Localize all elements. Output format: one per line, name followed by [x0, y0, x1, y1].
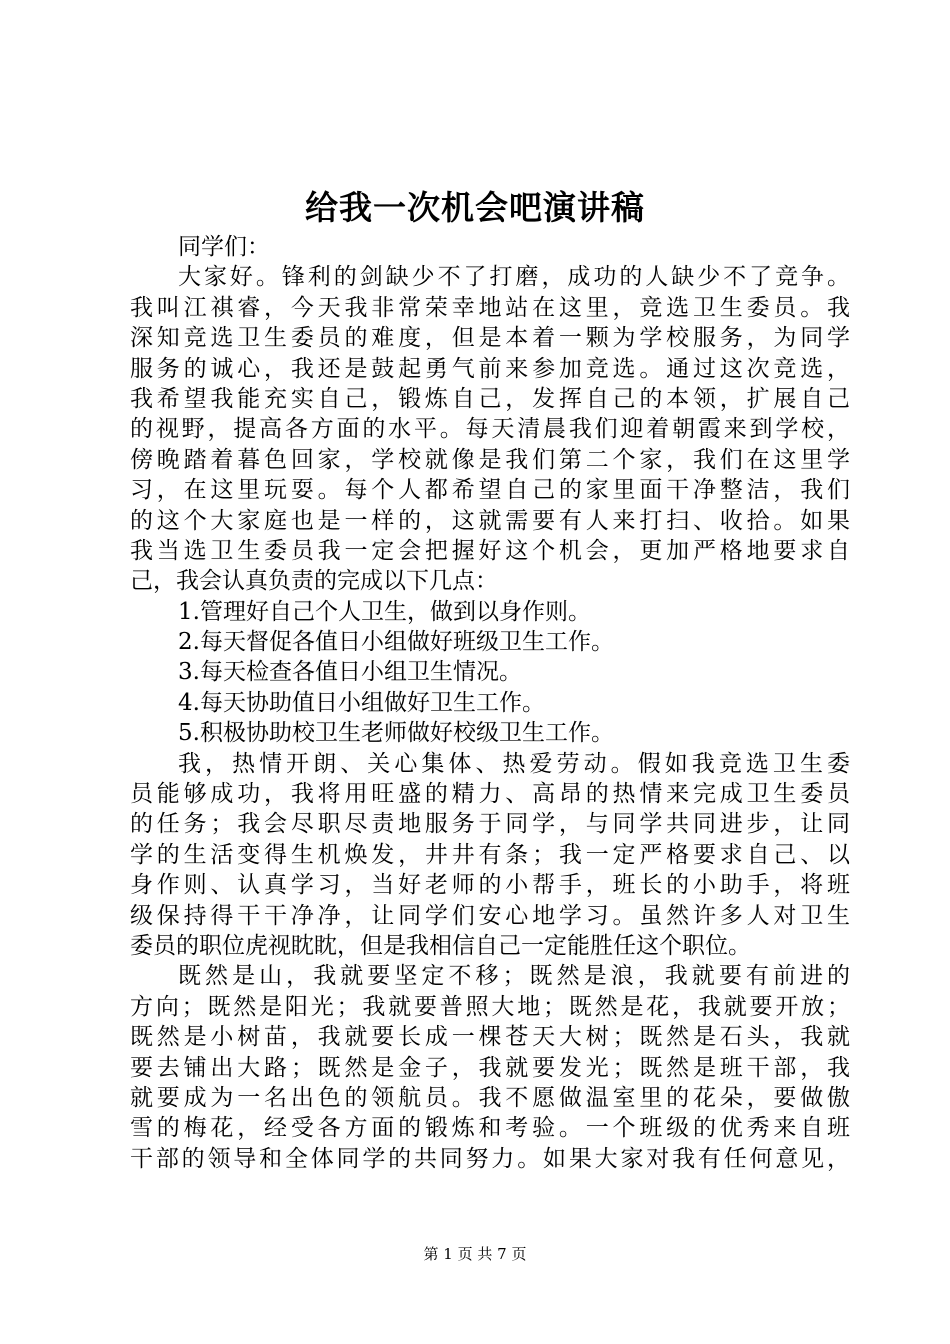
body-line: 傍晚踏着暮色回家，学校就像是我们第二个家，我们在这里学: [130, 446, 850, 473]
body-line: 同学们：: [178, 234, 270, 260]
body-line: 3.每天检查各值日小组卫生情况。: [178, 659, 522, 686]
body-line: 己，我会认真负责的完成以下几点：: [130, 568, 498, 595]
body-line: 级保持得干干净净，让同学们安心地学习。虽然许多人对卫生: [130, 902, 850, 929]
document-body: [130, 232, 850, 1174]
body-line: 就要成为一名出色的领航员。我不愿做温室里的花朵，要做傲: [130, 1084, 850, 1111]
body-line: 既然是小树苗，我就要长成一棵苍天大树；既然是石头，我就: [130, 1024, 850, 1051]
body-line: 方向；既然是阳光；我就要普照大地；既然是花，我就要开放；: [130, 993, 850, 1020]
body-line: 委员的职位虎视眈眈，但是我相信自己一定能胜任这个职位。: [130, 932, 751, 959]
body-line: 我叫江祺睿，今天我非常荣幸地站在这里，竞选卫生委员。我: [130, 294, 850, 321]
body-line: 干部的领导和全体同学的共同努力。如果大家对我有任何意见，: [130, 1145, 850, 1172]
body-line: 深知竞选卫生委员的难度，但是本着一颗为学校服务，为同学: [130, 325, 850, 352]
body-line: 既然是山，我就要坚定不移；既然是浪，我就要有前进的: [178, 963, 850, 990]
body-line: 学的生活变得生机焕发，井井有条；我一定严格要求自己、以: [130, 841, 850, 868]
body-line: 雪的梅花，经受各方面的锻炼和考验。一个班级的优秀来自班: [130, 1115, 850, 1142]
body-line: 的任务；我会尽职尽责地服务于同学，与同学共同进步，让同: [130, 811, 850, 838]
body-line: 员能够成功，我将用旺盛的精力、高昂的热情来完成卫生委员: [130, 781, 850, 808]
body-line: 5.积极协助校卫生老师做好校级卫生工作。: [178, 720, 614, 747]
document-title: 给我一次机会吧演讲稿: [305, 188, 645, 227]
body-line: 的视野，提高各方面的水平。每天清晨我们迎着朝霞来到学校，: [130, 416, 850, 443]
body-line: 我当选卫生委员我一定会把握好这个机会，更加严格地要求自: [130, 537, 850, 564]
body-line: 我，热情开朗、关心集体、热爱劳动。假如我竞选卫生委: [178, 750, 850, 777]
body-line: 习，在这里玩耍。每个人都希望自己的家里面干净整洁，我们: [130, 477, 850, 504]
body-line: 要去铺出大路；既然是金子，我就要发光；既然是班干部，我: [130, 1054, 850, 1081]
body-line: 服务的诚心，我还是鼓起勇气前来参加竞选。通过这次竞选，: [130, 355, 850, 382]
body-line: 大家好。锋利的剑缺少不了打磨，成功的人缺少不了竞争。: [178, 264, 850, 291]
page-footer: 第 1 页 共 7 页: [423, 1245, 527, 1263]
body-line: 的这个大家庭也是一样的，这就需要有人来打扫、收拾。如果: [130, 507, 850, 534]
body-line: 2.每天督促各值日小组做好班级卫生工作。: [178, 629, 614, 656]
body-line: 身作则、认真学习，当好老师的小帮手，班长的小助手，将班: [130, 872, 850, 899]
body-line: 我希望我能充实自己，锻炼自己，发挥自己的本领，扩展自己: [130, 385, 850, 412]
body-line: 4.每天协助值日小组做好卫生工作。: [178, 689, 545, 716]
body-line: 1.管理好自己个人卫生，做到以身作则。: [178, 598, 591, 625]
